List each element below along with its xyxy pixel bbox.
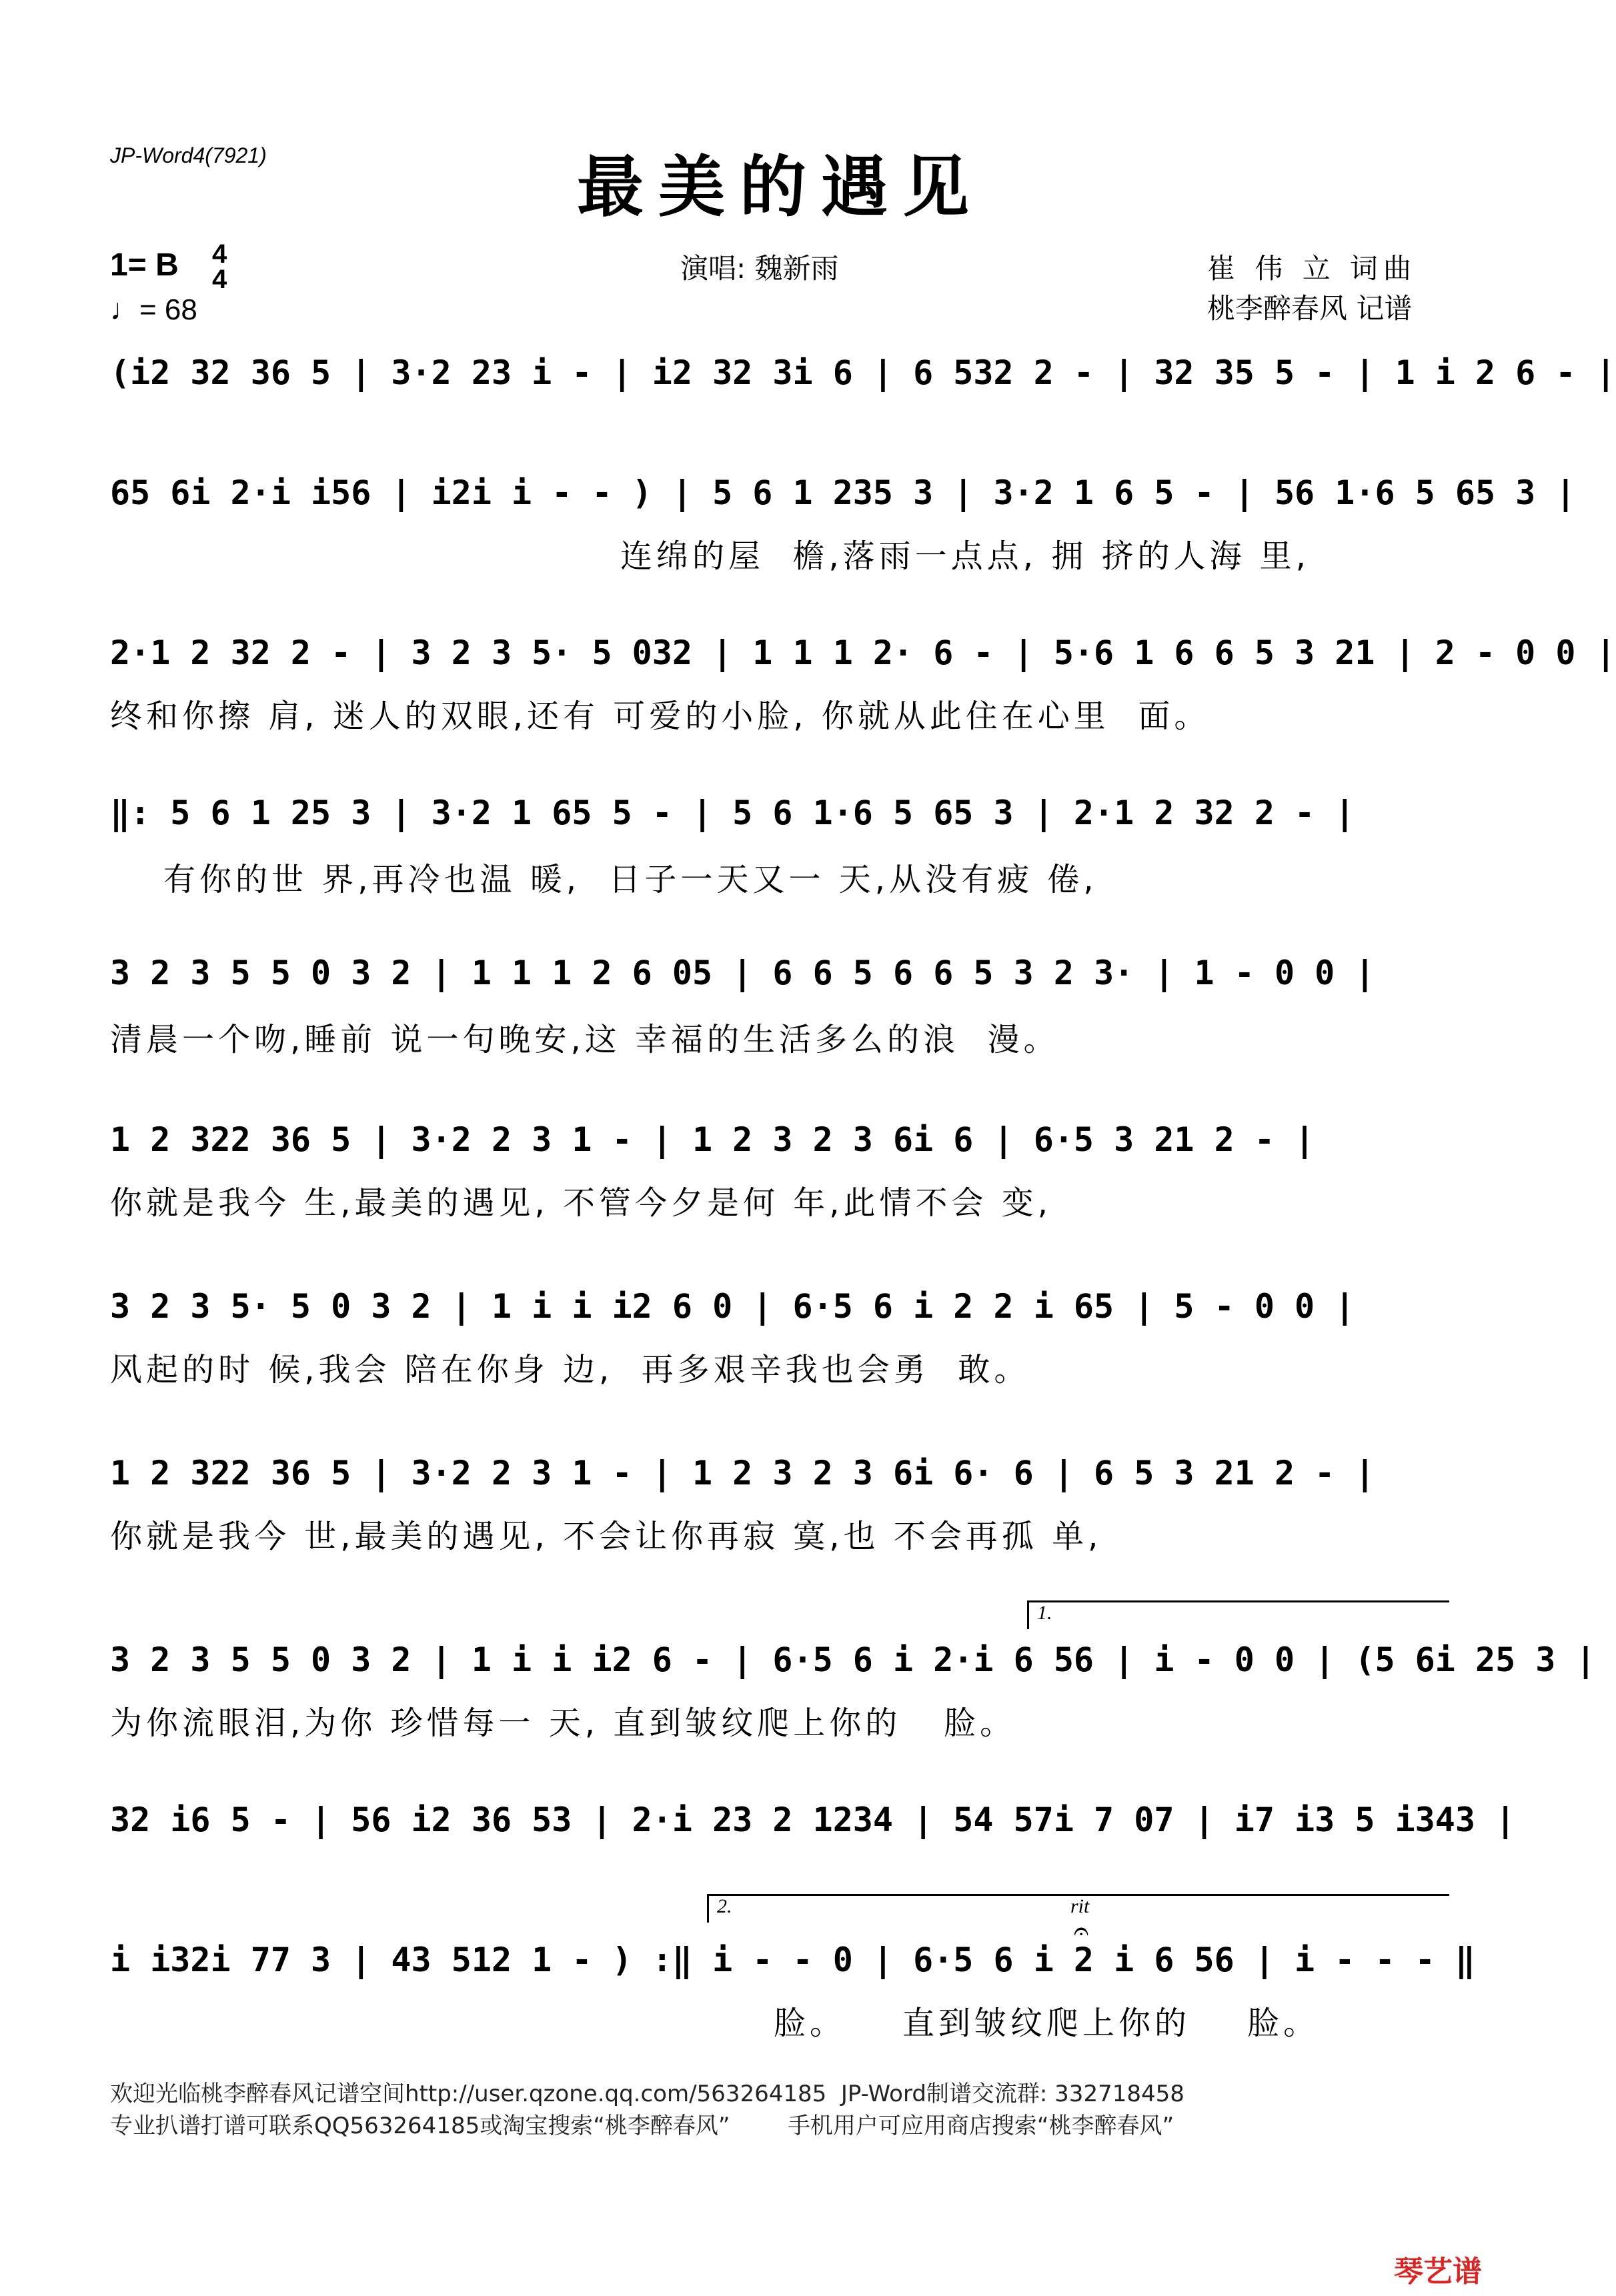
score-line-5-notes: 3 2 3 5 5 0 3 2 | 1 1 1 2 6 05 | 6 6 5 6 6 5 3 2 3· | 1 - 0 0 | [110,954,1375,992]
volta-bracket-1 [1027,1600,1449,1629]
score-line-3-notes: 2·1 2 32 2 - | 3 2 3 5· 5 032 | 1 1 1 2· 6 - | 5·6 1 6 6 5 3 21 | 2 - 0 0 | [110,634,1616,672]
score-line-8-notes: 1 2 322 36 5 | 3·2 2 3 1 - | 1 2 3 2 3 6i 6· 6 | 6 5 3 21 2 - | [110,1454,1375,1492]
fermata-mark: 𝄐 [1074,1916,1089,1946]
score-line-7-notes: 3 2 3 5· 5 0 3 2 | 1 i i i2 6 0 | 6·5 6 i 2 2 i 65 | 5 - 0 0 | [110,1287,1355,1326]
version-label: JP-Word4(7921) [110,143,267,167]
site-logo: 琴艺谱 [1394,2255,1482,2289]
score-line-9-lyrics: 为你流眼泪,为你 珍惜每一 天, 直到皱纹爬上你的 脸。 [110,1704,1016,1742]
transcriber-credit: 桃李醉春风 记谱 [1207,292,1413,325]
rit-marking: rit [1070,1895,1090,1917]
key-signature: 1= B [110,247,179,283]
song-title: 最美的遇见 [577,148,984,226]
composer-credit: 崔 伟 立 词曲 [1207,252,1417,285]
footer-line-2: 专业扒谱打谱可联系QQ563264185或淘宝搜索“桃李醉春风” 手机用户可应用商店搜索“桃李醉春风” [110,2113,1174,2139]
score-line-1-notes: (i2 32 36 5 | 3·2 23 i - | i2 32 3i 6 | 6 532 2 - | 32 35 5 - | 1 i 2 6 - | [110,353,1616,392]
score-line-9-notes: 3 2 3 5 5 0 3 2 | 1 i i i2 6 - | 6·5 6 i 2·i 6 56 | i - 0 0 | (5 6i 25 3 | [110,1640,1596,1679]
score-line-2-notes: 65 6i 2·i i56 | i2i i - - ) | 5 6 1 235 3 | 3·2 1 6 5 - | 56 1·6 5 65 3 | [110,473,1576,512]
time-signature [212,241,227,292]
singer-credit: 演唱: 魏新雨 [680,252,839,285]
tempo-marking: ♩= 68 [110,293,197,326]
score-line-4-notes: ‖: 5 6 1 25 3 | 3·2 1 65 5 - | 5 6 1·6 5 65 3 | 2·1 2 32 2 - | [110,794,1355,832]
score-line-2-lyrics: 连绵的屋 檐,落雨一点点, 拥 挤的人海 里, [620,537,1311,575]
score-line-11-notes: i i32i 77 3 | 43 512 1 - ) :‖ i - - 0 | 6·5 6 i 2 i 6 56 | i - - - ‖ [110,1941,1475,1979]
meter-bottom: 4 [212,265,227,294]
score-line-3-lyrics: 终和你擦 肩, 迷人的双眼,还有 可爱的小脸, 你就从此住在心里 面。 [110,698,1210,735]
score-line-5-lyrics: 清晨一个吻,睡前 说一句晚安,这 幸福的生活多么的浪 漫。 [110,1021,1060,1058]
volta-1-label: 1. [1037,1602,1052,1624]
score-line-4-lyrics: 有你的世 界,再冷也温 暖, 日子一天又一 天,从没有疲 倦, [163,861,1098,898]
score-line-6-notes: 1 2 322 36 5 | 3·2 2 3 1 - | 1 2 3 2 3 6i 6 | 6·5 3 21 2 - | [110,1120,1315,1159]
volta-2-label: 2. [717,1895,732,1917]
footer-line-1: 欢迎光临桃李醉春风记谱空间http://user.qzone.qq.com/563264185 JP-Word制谱交流群: 332718458 [110,2081,1184,2107]
score-line-10-notes: 32 i6 5 - | 56 i2 36 53 | 2·i 23 2 1234 | 54 57i 7 07 | i7 i3 5 i343 | [110,1801,1516,1839]
meter-top: 4 [212,239,227,269]
score-line-11-lyrics: 脸。 直到皱纹爬上你的 脸。 [774,2005,1320,2042]
score-line-6-lyrics: 你就是我今 生,最美的遇见, 不管今夕是何 年,此情不会 变, [110,1184,1052,1222]
score-line-7-lyrics: 风起的时 候,我会 陪在你身 边, 再多艰辛我也会勇 敢。 [110,1351,1030,1388]
score-line-8-lyrics: 你就是我今 世,最美的遇见, 不会让你再寂 寞,也 不会再孤 单, [110,1518,1102,1555]
